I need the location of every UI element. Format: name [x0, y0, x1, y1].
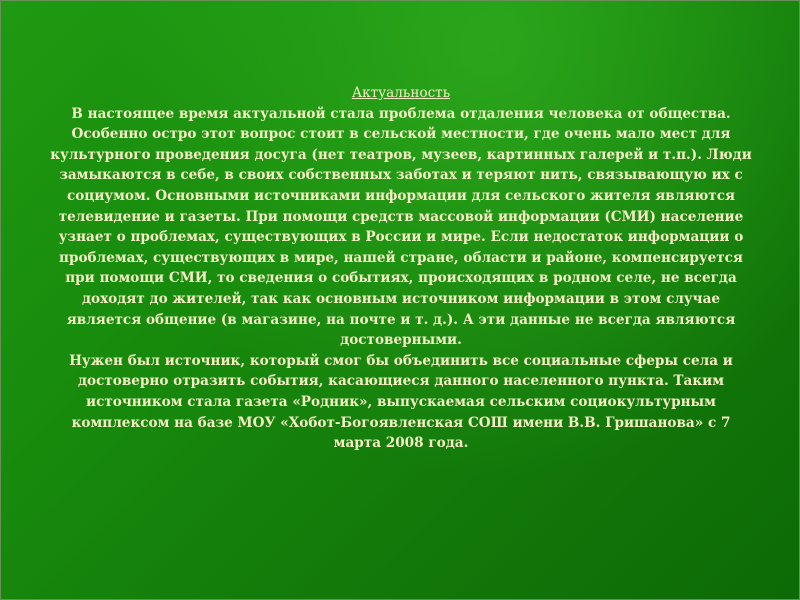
paragraph-relevance: В настоящее время актуальной стала проблема отдаления человека от общества. Особенно остро этот вопрос стоит в сельской местности, где очень мало мест для культурного проведения досуга (нет театров, музеев, картинных галерей и т.п.). Люди замыкаются в себе, в своих собственных заботах и теряют нить, связывающую их с социумом. Основными источниками информации для сельского жителя являются телевидение и газеты. При помощи средств массовой информации (СМИ) население узнает о проблемах, существующих в России и мире. Если недостаток информации о проблемах, существующих в мире, нашей стране, области и районе, компенсируется при помощи СМИ, то сведения о событиях, происходящих в родном селе, не всегда доходят до жителей, так как основным источником информации в этом случае является общение (в магазине, на почте и т. д.). А эти данные не всегда являются достоверными.	[50, 105, 752, 349]
paragraph-newspaper: Нужен был источник, который смог бы объединить все социальные сферы села и достоверно отразить события, касающиеся данного населенного пункта. Таким источником стала газета «Родник», выпускаемая сельским социокультурным комплексом на базе МОУ «Хобот-Богоявленская СОШ имени В.В. Гришанова» с 7 марта 2008 года.	[69, 352, 733, 452]
slide-text-block	[49, 83, 753, 454]
slide-heading: Актуальность	[351, 85, 451, 101]
